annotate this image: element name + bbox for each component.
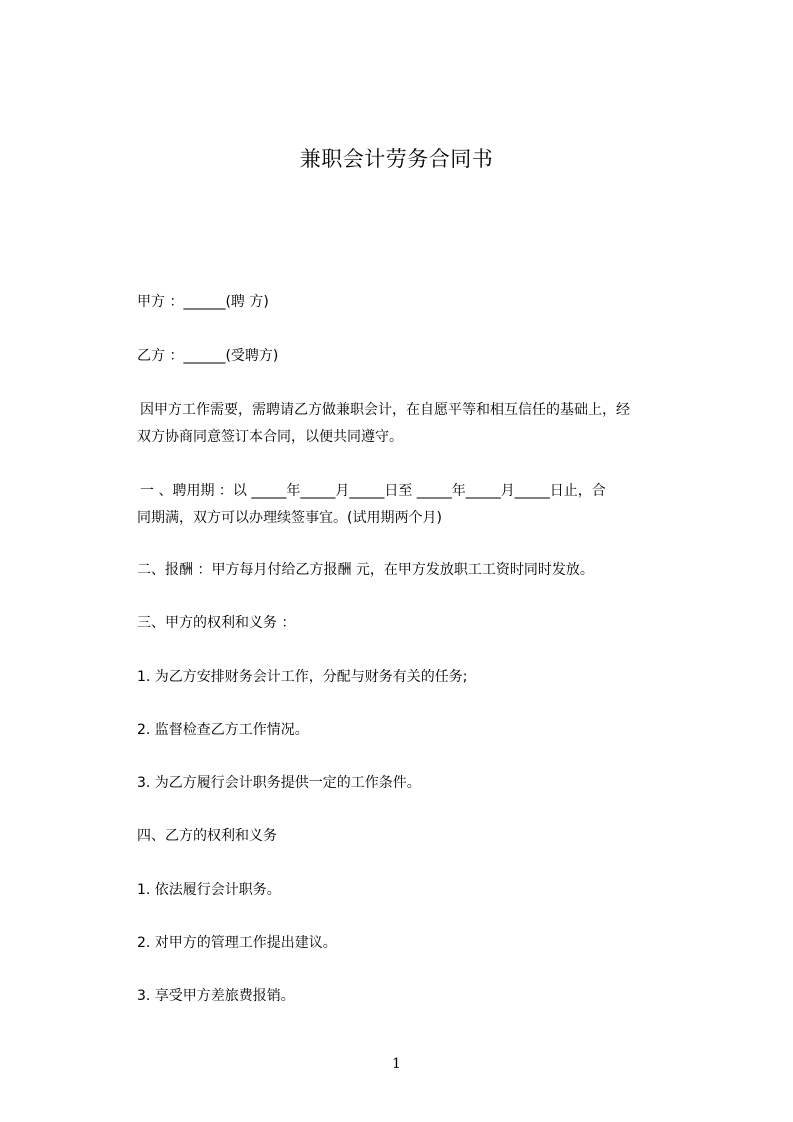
party-b-item-1: 1. 依法履行会计职务。 <box>137 882 281 898</box>
pay-clause: 二、报酬 ：甲方每月付给乙方报酬 元，在甲方发放职工工资时同时发放。 <box>137 562 594 578</box>
party-b-item-2: 2. 对甲方的管理工作提出建议。 <box>137 935 337 951</box>
intro-paragraph-line-2: 双方协商同意签订本合同，以便共同遵守。 <box>137 429 403 445</box>
term-clause-line-1: 一 、聘用期 ：以 _____年_____月_____日至 _____年_____月_____日止，合 <box>140 483 606 499</box>
intro-paragraph-line-1: 因甲方工作需要，需聘请乙方做兼职会计，在自愿平等和相互信任的基础上，经 <box>140 402 630 418</box>
party-b-line: 乙方 ：______(受聘方) <box>137 348 279 364</box>
party-a-item-3: 3. 为乙方履行会计职务提供一定的工作条件。 <box>137 775 421 791</box>
party-b-rights-heading: 四、乙方的权利和义务 <box>137 828 277 844</box>
party-a-line: 甲方 ：______(聘 方) <box>137 294 269 310</box>
page-number: 1 <box>392 1056 401 1072</box>
document-title: 兼职会计劳务合同书 <box>299 147 494 171</box>
party-a-item-2: 2. 监督检查乙方工作情况。 <box>137 722 309 738</box>
party-a-rights-heading: 三、甲方的权利和义务 ： <box>137 615 296 631</box>
term-clause-line-2: 同期满，双方可以办理续签事宜。(试用期两个月) <box>137 510 442 526</box>
party-a-item-1: 1. 为乙方安排财务会计工作，分配与财务有关的任务; <box>137 669 468 685</box>
party-b-item-3: 3. 享受甲方差旅费报销。 <box>137 988 295 1004</box>
